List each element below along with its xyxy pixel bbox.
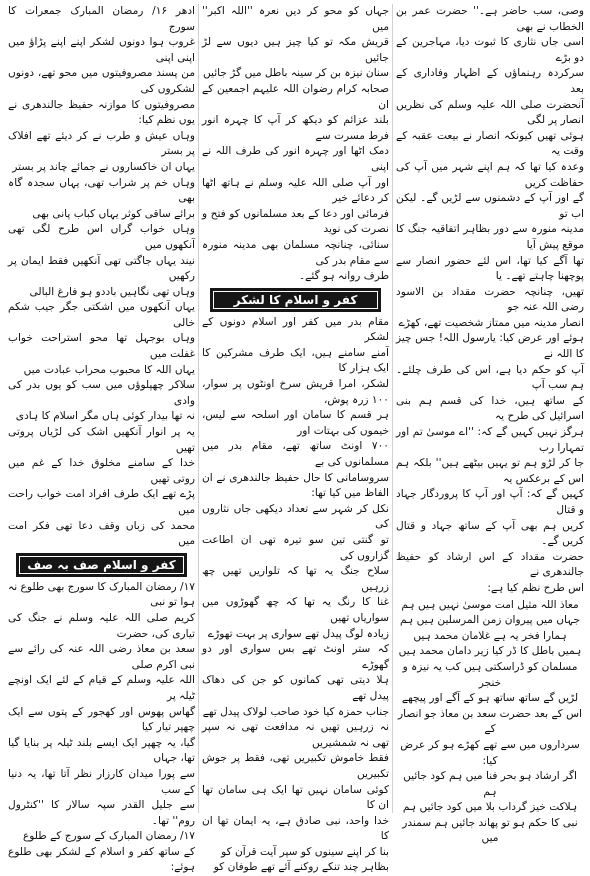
article-column-middle [199, 4, 393, 874]
article-paragraph: مقام بدر میں کفر اور اسلام دونوں کے لشکر آمنے سامنے ہیں، ایک طرف مشرکین کا ایک ہزار کا لشکر، امرا قریش سرخ اونٹوں پر سوار، ۱۰۰ زرہ پوش، ہر قسم کا سامان اور اسلحہ سے لیس، خیموں کی بہتات اور ۷۰۰ اونٹ ساتھ تھے، مقام بدر میں مسلمانوں کی بے سروسامانی کا حال حفیظ جالندھری نے ان الفاظ میں کیا تھا: نکل کر شہر سے تعداد دیکھی جاں نثاروں کی تو گنتی تین سو تیرہ تھی ان اطاعت گزاروں کی سلاح جنگ یہ تھا کہ تلواریں تھیں چھ زرہیں غنا کا رنگ یہ تھا کہ چھ گھوڑوں میں سواریاں تھیں زیادہ لوگ پیدل تھے سواری پر بہت تھوڑے کہ ستر اونٹ تھے بس سواری اور دو گھوڑے ہلا دیتی تھی کمانوں کو جن کی دھاک پیدل تھے جناب حمزہ کیا خود صاحب لولاک پیدل تھے نہ زرہیں تھیں نہ مدافعت تھی نہ سپر تھی نہ شمشیریں فقط خاموش تکبیریں تھی، فقط پر جوش تکبیریں کوئی سامان نہیں تھا ایک ہی سامان تھا ان کا خدا واحد، نبی صادق ہے، یہ ایمان تھا ان کا بنا کر اپنے سینوں کو سپر آیت قرآن کو بظاہر چند تنکے روکنے آئے تھے طوفان کو [202, 315, 389, 874]
article-paragraph: جہاں کو محو کر دیں نعرہ ''اللہ اکبر'' میں قریش مکہ تو کیا چیز ہیں دیوں سے لڑ جائیں سنان نیزہ بن کر سینہ باطل میں گڑ جائیں صحابہ کرام رضوان اللہ علیہم اجمعین کے ان بلند عزائم کو دیکھ کر آپ کا چہرہ انور فرط مسرت سے دمک اٹھا اور چہرہ انور کی طرف اللہ نے اپنی اور آپ صلی اللہ علیہ وسلم نے ہاتھ اٹھا کر دعائے خیر فرمائی اور دعا کے بعد مسلمانوں کو فتح و نصرت کی نوید سنائی، چنانچہ مسلمان بھی مدینہ منورہ سے مقام بدر کی طرف روانہ ہو گئے۔ [202, 5, 389, 283]
section-heading: کفر و اسلام صف بہ صف [16, 553, 187, 577]
article-column-left [5, 4, 199, 874]
article-paragraph: ادھر ۱۶/ رمضان المبارک جمعرات کا سورج غروب ہوا دونوں لشکر اپنے اپنے پڑاؤ میں اپنی اپنی من پسند مصروفیتوں میں محو تھے، دونوں لشکروں کی مصروفیتوں کا موازنہ حفیظ جالندھری نے یوں نظم کیا: وہاں عیش و طرب نے کر دیئے تھے افلاک پر بستر یہاں ان خاکساروں نے جمائے چاند پر بستر وہاں خم پر شراب تھی، یہاں سجدہ گاہ بھی برائے ساقی کوثر یہاں کباب پانی بھی وہاں خواب گراں اس طرح لگی تھی آنکھوں میں نیند یہاں جاگتی تھی آنکھیں فقط ایمان پر رکھیں وہاں تھی نگاہیں باددو ہو فارغ البالی یہاں آنکھوں میں اشکتی جگر جیب شکم خالی وہاں بوجہل تھا محو استراحت خواب غفلت میں یہاں اللہ کا محبوب محراب عبادت میں سلاکر چھپلوؤں میں سب کو یوں بدر کی وادی نہ تھا بیدار کوئی ہاں مگر اسلام کا ہادی یہ پر انوار آنکھیں اشک کی لڑیاں پروتی تھیں خدا کے سامنے مخلوق خدا کے غم میں روتی تھیں پڑے تھے ایک طرف افراد امت خواب راحت میں محمد کی زباں وقف دعا تھی فکر امت میں [8, 5, 195, 548]
article-paragraph: ۱۷/ رمضان المبارک کا سورج بھی طلوع نہ ہوا تو نبی کریم صلی اللہ علیہ وسلم نے جنگ کی تیاری کی، حضرت سعد بن معاذ رضی اللہ عنہ کی رائے سے نبی اکرم صلی اللہ علیہ وسلم کے قیام کے لئے ایک اونچے ٹیلہ پر گھاس پھوس اور کھجور کے پتوں سے ایک چھپر تیار کیا گیا، یہ چھپر ایک ایسے بلند ٹیلہ پر بنایا گیا تھا، جہاں سے پورا میدان کارزار نظر آتا تھا، یہ دنیا کے سب سے جلیل القدر سپہ سالار کا ''کنٹرول روم'' تھا۔ ۱۷/ رمضان المبارک کے سورج کے طلوع کے ساتھ کفر و اسلام کے لشکر بھی طلوع ہوئے: [8, 580, 195, 874]
article-paragraph: وصی، سب حاضر ہے۔'' حضرت عمر بن الخطاب نے بھی اسی جاں نثاری کا ثبوت دیا، مہاجرین کے دو بڑے سرکردہ رہنماؤں کے اظہار وفاداری کے بعد آنحضرت صلی اللہ علیہ وسلم کی نظریں انصار پر لگی ہوئی تھیں کیونکہ انصار نے بیعت عقبہ کے وقت یہ وعدہ کیا تھا کہ ہم اپنے شہر میں آپ کی حفاظت کریں گے اور آپ کے دشمنوں سے لڑیں گے۔ لیکن اب تو مدینہ منورہ سے دور بظاہر اتفاقیہ جنگ کا موقع پیش آیا تھا آگے کیا تھا، اس لئے حضور انصار سے پوچھنا چاہتے تھے۔ یا تھیں، چنانچہ حضرت مقداد بن الاسود رضی اللہ عنہ جو انصار مدینہ میں ممتاز شخصیت تھے، کھڑے ہوئے اور عرض کیا: یارسول اللہ! جس چیز کا اللہ نے آپ کو حکم دیا ہے، اس کی طرف چلئے۔ ہم سب آپ کے ساتھ ہیں، خدا کی قسم ہم بنی اسرائیل کی طرح یہ ہرگز نہیں کہیں گے کہ: ''اے موسیٰ تم اور تمہارا رب جا کر لڑو ہم تو یہیں بیٹھے ہیں'' بلکہ ہم اس کے برعکس یہ کہیں گے کہ: آپ اور آپ کا پروردگار جہاد و قتال کریں ہم بھی آپ کے ساتھ جہاد و قتال کریں گے۔ حضرت مقداد کے اس ارشاد کو حفیظ جالندھری نے اس طرح نظم کیا ہے: [396, 5, 584, 594]
poem-verse: معاذ اللہ مثیل امت موسیٰ نہیں ہیں ہم جہاں میں پیروان زمن المرسلین ہیں ہم ہمارا فخر یہ ہے غلامان محمد ہیں ہمیں باطل کا ڈر کیا زیر دامان محمد ہیں مسلمان کو ڈراسکتی ہیں کب یہ نیزہ و خنجر لڑیں گے ساتھ ساتھ ہو کے آگے اور پیچھے اس کے بعد حضرت سعد بن معاذ جو انصار کے سرداروں میں سے تھے کھڑے ہو کر عرض کیا: اگر ارشاد ہو بحر فنا میں ہم کود جائیں ہم ہلاکت خیز گرداب بلا میں کود جائیں ہم نبی کا حکم ہو تو پھاند جائیں ہم سمندر میں [398, 598, 582, 845]
section-heading: کفر و اسلام کا لشکر [210, 288, 381, 312]
article-column-right [393, 4, 587, 845]
